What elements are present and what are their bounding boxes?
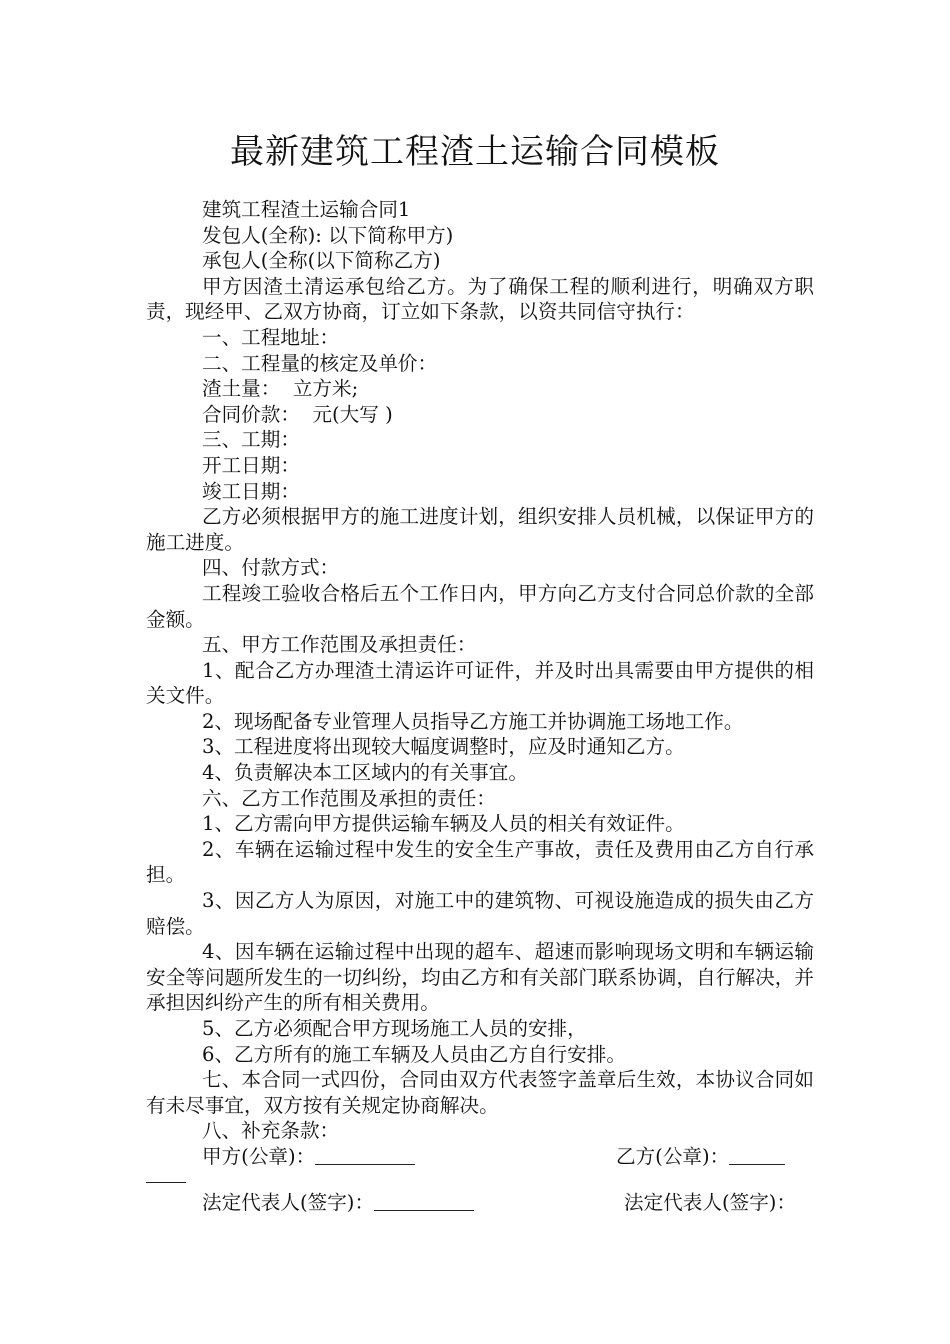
paragraph: 一、工程地址： (202, 325, 340, 349)
paragraph: 1、乙方需向甲方提供运输车辆及人员的相关有效证件。 (202, 812, 685, 836)
paragraph: 发包人(全称): 以下简称甲方) (202, 223, 454, 247)
paragraph: 1、配合乙方办理渣土清运许可证件，并及时出具需要由甲方提供的相关文件。 (146, 658, 814, 708)
party-b-rep-label: 法定代表人(签字)： (624, 1190, 797, 1214)
document-body (146, 197, 814, 1215)
seal-signature-row (146, 1144, 814, 1170)
paragraph: 2、车辆在运输过程中发生的安全生产事故，责任及费用由乙方自行承担。 (146, 837, 814, 887)
paragraph: 八、补充条款： (202, 1119, 340, 1143)
paragraph: 乙方必须根据甲方的施工进度计划，组织安排人员机械，以保证甲方的施工进度。 (146, 505, 814, 554)
paragraph: 工程竣工验收合格后五个工作日内，甲方向乙方支付合同总价款的全部金额。 (146, 581, 814, 631)
paragraph: 二、工程量的核定及单价： (202, 351, 438, 375)
paragraph: 四、付款方式： (202, 556, 340, 580)
paragraph: 承包人(全称(以下简称乙方) (202, 249, 441, 273)
party-a-representative (202, 1190, 474, 1216)
paragraph: 建筑工程渣土运输合同1 (202, 198, 411, 221)
party-b-seal-blank[interactable] (729, 1146, 785, 1165)
paragraph: 三、工期： (202, 428, 300, 452)
party-a-seal-blank[interactable] (315, 1146, 415, 1165)
paragraph: 4、因车辆在运输过程中出现的超车、超速而影响现场文明和车辆运输安全等问题所发生的一切纠纷，均由乙方和有关部门联系协调，自行解决，并承担因纠纷产生的所有相关费用。 (146, 940, 814, 1015)
paragraph: 甲方因渣土清运承包给乙方。为了确保工程的顺利进行，明确双方职责，现经甲、乙双方协商，订立如下条款，以资共同信守执行： (146, 274, 814, 324)
party-a-rep-label: 法定代表人(签字)： (202, 1190, 375, 1214)
paragraph: 3、工程进度将出现较大幅度调整时，应及时通知乙方。 (202, 735, 685, 759)
paragraph: 3、因乙方人为原因，对施工中的建筑物、可视设施造成的损失由乙方赔偿。 (146, 889, 814, 938)
paragraph: 5、乙方必须配合甲方现场施工人员的安排， (202, 1017, 587, 1040)
paragraph: 五、甲方工作范围及承担责任： (202, 633, 477, 657)
party-a-seal-label: 甲方(公章)： (202, 1144, 316, 1168)
paragraph: 4、负责解决本工区域内的有关事宜。 (202, 761, 528, 785)
party-b-seal (616, 1144, 785, 1170)
paragraph: 合同价款： 元(大写 ) (202, 402, 393, 426)
party-b-seal-blank-continued[interactable] (146, 1170, 186, 1183)
representative-signature-row (146, 1190, 814, 1216)
paragraph: 6、乙方所有的施工车辆及人员由乙方自行安排。 (202, 1042, 626, 1066)
paragraph: 2、现场配备专业管理人员指导乙方施工并协调施工场地工作。 (202, 709, 744, 733)
paragraph: 六、乙方工作范围及承担的责任： (202, 786, 496, 810)
paragraph: 七、本合同一式四份，合同由双方代表签字盖章后生效，本协议合同如有未尽事宜，双方按有关规定协商解决。 (146, 1068, 814, 1117)
blank-continuation-row (146, 1170, 814, 1182)
party-a-rep-blank[interactable] (374, 1192, 474, 1211)
document-title: 最新建筑工程渣土运输合同模板 (230, 132, 720, 172)
paragraph: 竣工日期： (202, 479, 300, 503)
party-b-seal-label: 乙方(公章)： (616, 1144, 730, 1168)
paragraph: 渣土量： 立方米; (202, 377, 359, 401)
paragraph: 开工日期： (202, 453, 300, 477)
party-b-representative (624, 1190, 796, 1216)
party-a-seal (202, 1144, 415, 1170)
